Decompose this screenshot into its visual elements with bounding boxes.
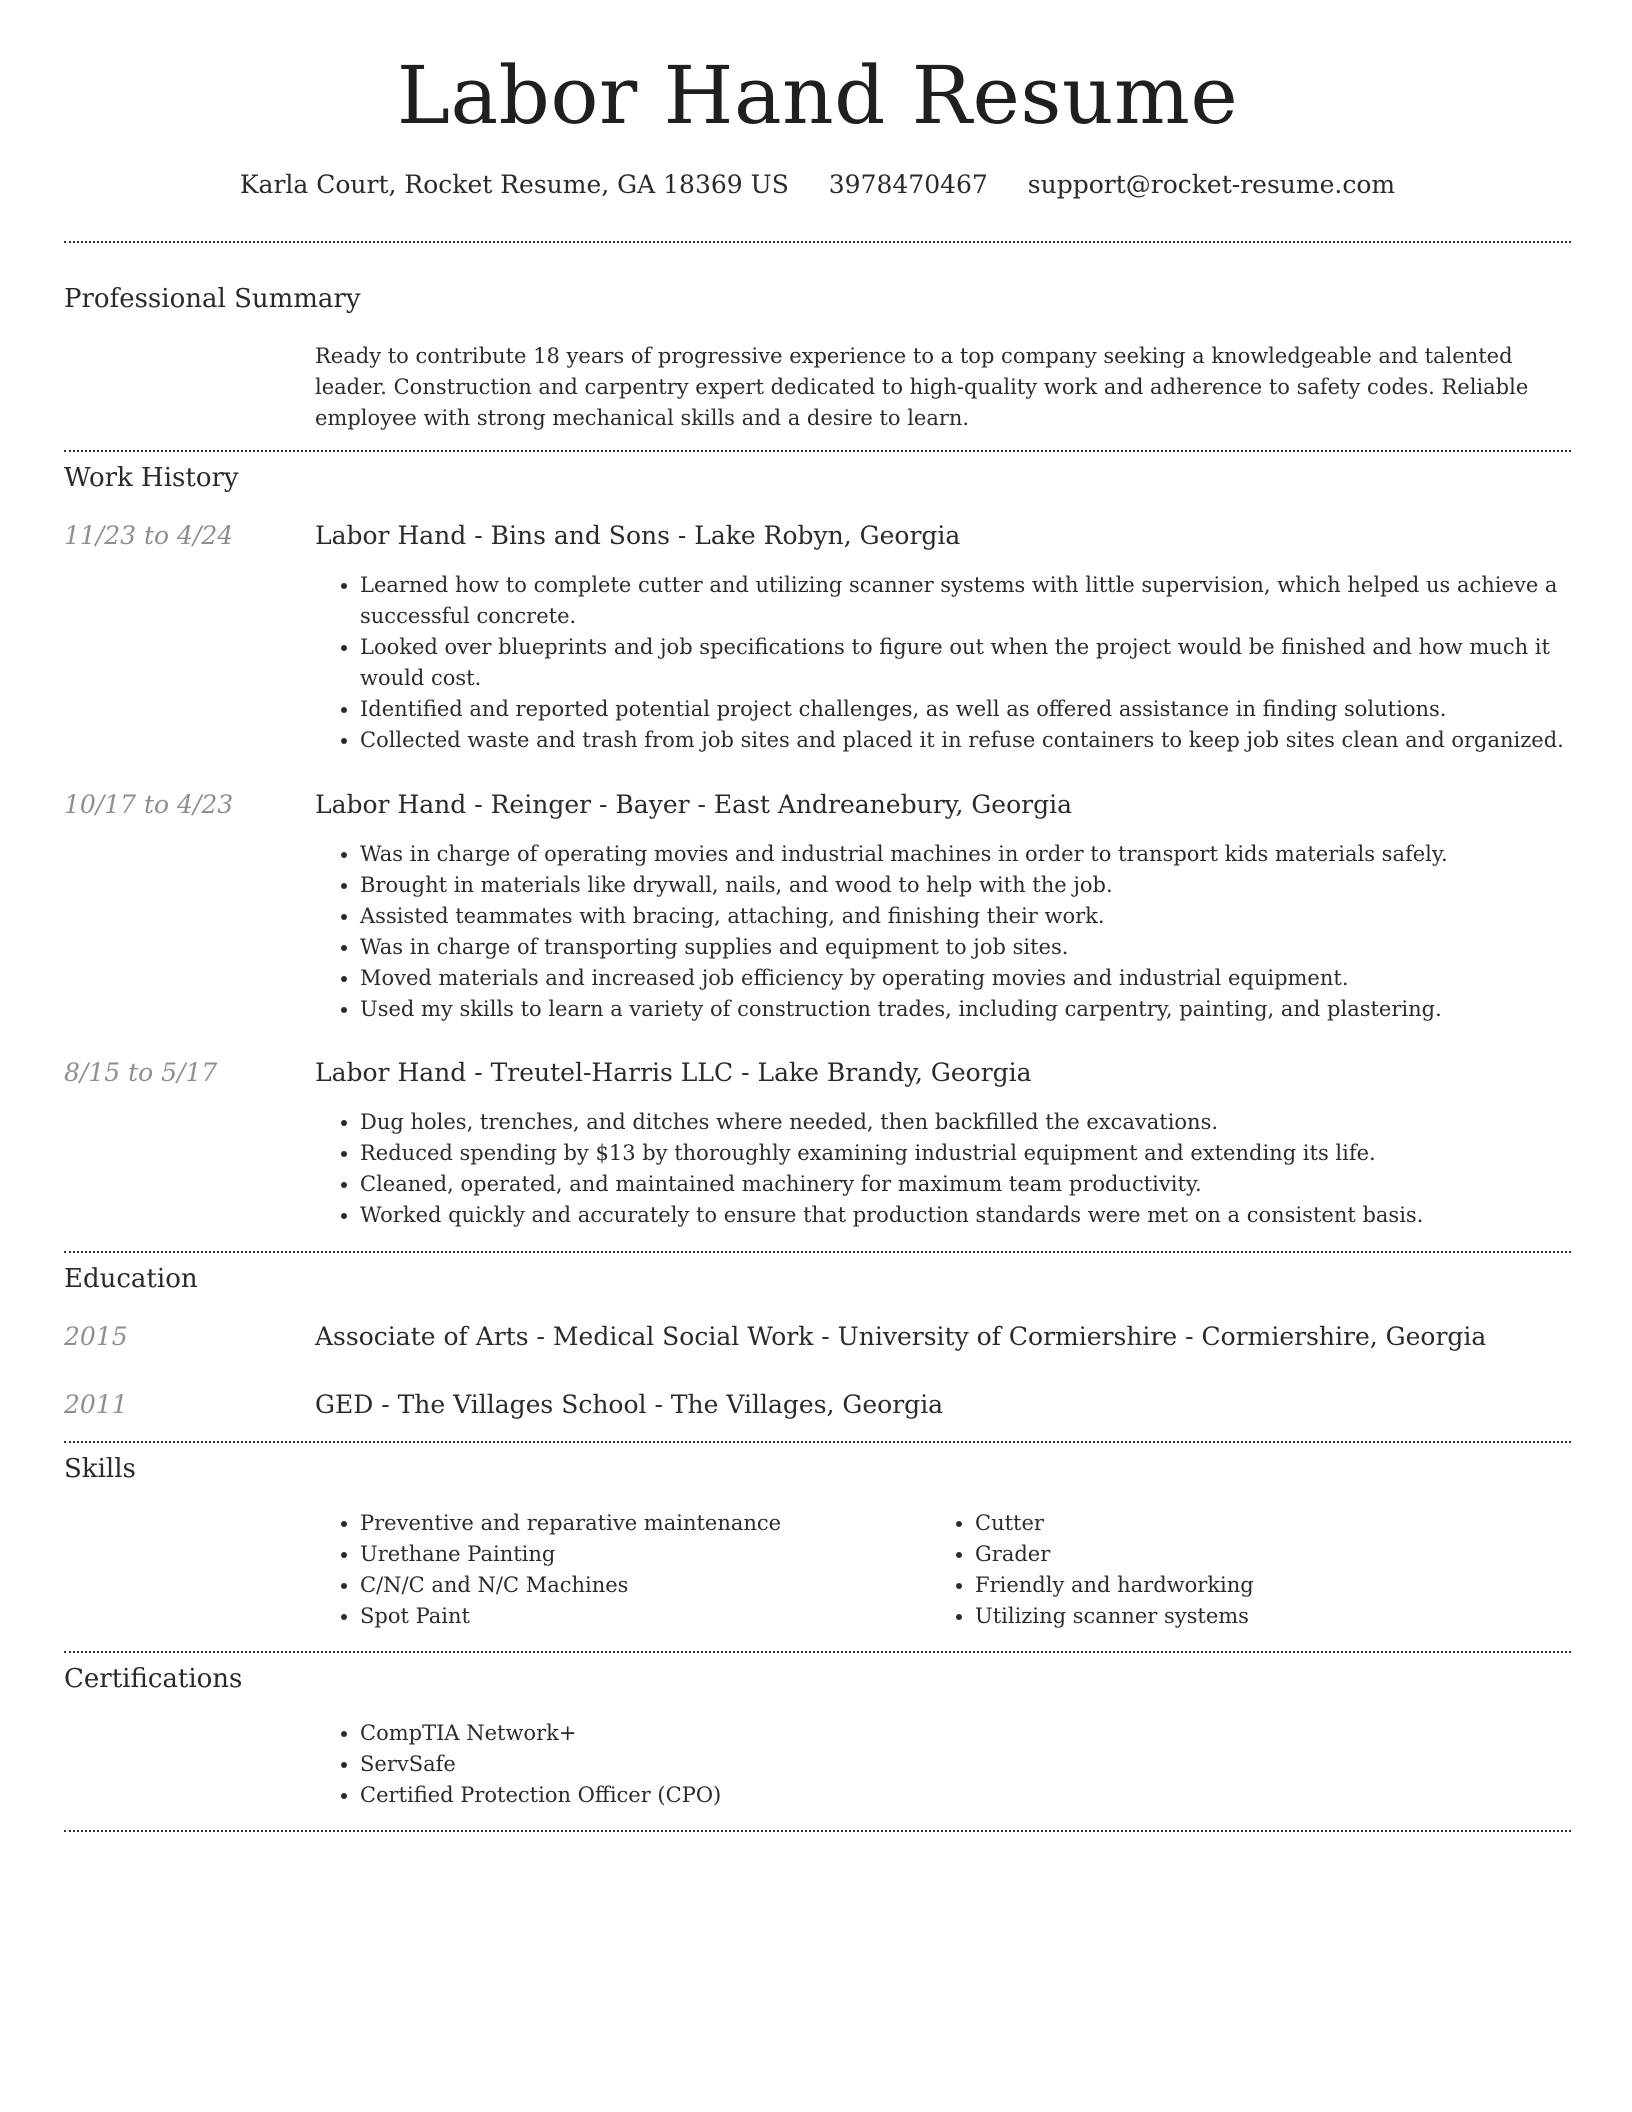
list-item: • Reduced spending by $13 by thoroughly examining industrial equipment and extending its life. [360, 1138, 1595, 1169]
education-title: GED - The Villages School - The Villages, Georgia [315, 1390, 944, 1419]
summary-text: Ready to contribute 18 years of progressive experience to a top company seeking a knowledgeable and talented leader. Construction and carpentry expert dedicated to high-quality work and adherence to safety codes. Reliable employee with strong mechanical skills and a desire to learn. [315, 344, 1529, 430]
list-item: • ServSafe [360, 1749, 1595, 1780]
list-item: • C/N/C and N/C Machines [360, 1570, 1595, 1601]
list-item: • Assisted teammates with bracing, attaching, and finishing their work. [360, 901, 1595, 932]
education-year: 2015 [64, 1322, 128, 1351]
resume-title: Labor Hand Resume [396, 49, 1239, 142]
list-item: • Looked over blueprints and job specifications to figure out when the project would be finished and how much it would cost. [360, 632, 1595, 694]
education-heading: Education [64, 1264, 198, 1294]
list-item: • Worked quickly and accurately to ensure that production standards were met on a consistent basis. [360, 1200, 1595, 1231]
contact-phone: 3978470467 [828, 170, 988, 199]
list-item: • Utilizing scanner systems [975, 1601, 1595, 1632]
job-dates: 10/17 to 4/23 [64, 790, 234, 819]
job-title: Labor Hand - Treutel-Harris LLC - Lake Brandy, Georgia [315, 1058, 1032, 1087]
list-item: • Grader [975, 1539, 1595, 1570]
divider [64, 1830, 1571, 1832]
work-history-heading: Work History [64, 463, 239, 493]
divider [64, 1441, 1571, 1443]
list-item: • Used my skills to learn a variety of construction trades, including carpentry, painting, and plastering. [360, 994, 1595, 1025]
list-item: • Moved materials and increased job efficiency by operating movies and industrial equipment. [360, 963, 1595, 994]
skills-list-right [930, 1508, 1595, 1632]
certifications-list [315, 1718, 1595, 1811]
list-item: • Cutter [975, 1508, 1595, 1539]
divider [64, 241, 1571, 243]
job-duties [315, 1107, 1595, 1231]
contact-line [64, 170, 1571, 200]
skills-heading: Skills [64, 1454, 136, 1484]
divider [64, 1251, 1571, 1253]
summary-heading: Professional Summary [64, 284, 361, 314]
job-title: Labor Hand - Reinger - Bayer - East Andreanebury, Georgia [315, 790, 1073, 819]
list-item: • Urethane Painting [360, 1539, 1595, 1570]
list-item: • CompTIA Network+ [360, 1718, 1595, 1749]
contact-email: support@rocket-resume.com [1027, 170, 1396, 199]
list-item: • Identified and reported potential project challenges, as well as offered assistance in finding solutions. [360, 694, 1595, 725]
divider [64, 1651, 1571, 1653]
list-item: • Was in charge of transporting supplies and equipment to job sites. [360, 932, 1595, 963]
education-year: 2011 [64, 1390, 128, 1419]
job-duties [315, 570, 1595, 756]
list-item: • Collected waste and trash from job sites and placed it in refuse containers to keep job sites clean and organized. [360, 725, 1595, 756]
job-dates: 11/23 to 4/24 [64, 521, 234, 550]
divider [64, 450, 1571, 452]
certifications-heading: Certifications [64, 1664, 243, 1694]
list-item: • Cleaned, operated, and maintained machinery for maximum team productivity. [360, 1169, 1595, 1200]
job-dates: 8/15 to 5/17 [64, 1058, 218, 1087]
contact-address: Karla Court, Rocket Resume, GA 18369 US [239, 170, 789, 199]
list-item: • Certified Protection Officer (CPO) [360, 1780, 1595, 1811]
list-item: • Dug holes, trenches, and ditches where needed, then backfilled the excavations. [360, 1107, 1595, 1138]
job-title: Labor Hand - Bins and Sons - Lake Robyn, Georgia [315, 521, 961, 550]
list-item: • Spot Paint [360, 1601, 1595, 1632]
education-title: Associate of Arts - Medical Social Work - University of Cormiershire - Cormiershire, Georgia [315, 1322, 1487, 1351]
job-duties [315, 839, 1595, 1025]
list-item: • Was in charge of operating movies and industrial machines in order to transport kids materials safely. [360, 839, 1595, 870]
list-item: • Learned how to complete cutter and utilizing scanner systems with little supervision, which helped us achieve a successful concrete. [360, 570, 1595, 632]
list-item: • Brought in materials like drywall, nails, and wood to help with the job. [360, 870, 1595, 901]
list-item: • Friendly and hardworking [975, 1570, 1595, 1601]
list-item: • Preventive and reparative maintenance [360, 1508, 1595, 1539]
